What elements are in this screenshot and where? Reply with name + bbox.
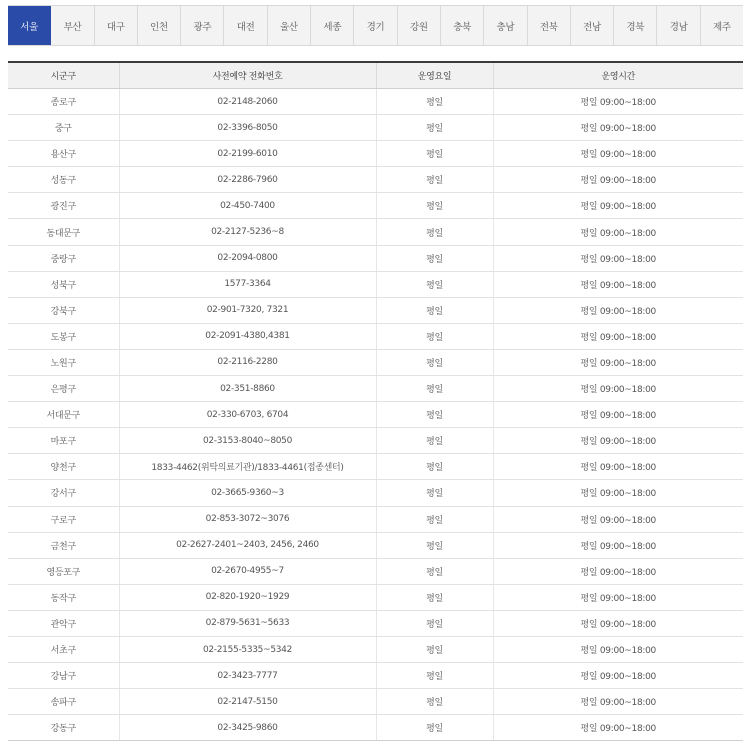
cell-district: 송파구	[8, 689, 119, 715]
cell-days: 평일	[376, 506, 493, 532]
tab-region[interactable]: 충북	[441, 6, 484, 45]
cell-hours: 평일 09:00~18:00	[493, 245, 743, 271]
cell-district: 서대문구	[8, 402, 119, 428]
cell-district: 강동구	[8, 715, 119, 741]
cell-phone: 02-3423-7777	[119, 663, 376, 689]
cell-phone: 02-2147-5150	[119, 689, 376, 715]
cell-hours: 평일 09:00~18:00	[493, 715, 743, 741]
cell-days: 평일	[376, 376, 493, 402]
table-row	[8, 402, 743, 428]
table-row	[8, 610, 743, 636]
cell-hours: 평일 09:00~18:00	[493, 584, 743, 610]
tab-region[interactable]: 충남	[484, 6, 527, 45]
table-row	[8, 193, 743, 219]
cell-district: 광진구	[8, 193, 119, 219]
cell-district: 용산구	[8, 141, 119, 167]
tab-region[interactable]: 대전	[224, 6, 267, 45]
cell-phone: 02-3396-8050	[119, 115, 376, 141]
column-header-hours: 운영시간	[493, 62, 743, 89]
cell-district: 금천구	[8, 532, 119, 558]
cell-days: 평일	[376, 584, 493, 610]
region-tabs	[8, 5, 743, 46]
cell-days: 평일	[376, 636, 493, 662]
cell-district: 성북구	[8, 271, 119, 297]
cell-phone: 02-3425-9860	[119, 715, 376, 741]
cell-phone: 02-3153-8040~8050	[119, 428, 376, 454]
cell-district: 동대문구	[8, 219, 119, 245]
cell-hours: 평일 09:00~18:00	[493, 193, 743, 219]
cell-district: 도봉구	[8, 323, 119, 349]
cell-days: 평일	[376, 532, 493, 558]
cell-days: 평일	[376, 428, 493, 454]
cell-district: 서초구	[8, 636, 119, 662]
cell-days: 평일	[376, 297, 493, 323]
tab-region[interactable]: 울산	[268, 6, 311, 45]
cell-district: 은평구	[8, 376, 119, 402]
tab-region[interactable]: 광주	[181, 6, 224, 45]
tab-region[interactable]: 경기	[354, 6, 397, 45]
cell-phone: 02-2670-4955~7	[119, 558, 376, 584]
cell-hours: 평일 09:00~18:00	[493, 349, 743, 375]
cell-days: 평일	[376, 323, 493, 349]
cell-days: 평일	[376, 689, 493, 715]
tab-region[interactable]: 제주	[713, 21, 731, 33]
tab-region[interactable]: 세종	[311, 6, 354, 45]
table-row	[8, 219, 743, 245]
table-row	[8, 584, 743, 610]
cell-district: 노원구	[8, 349, 119, 375]
column-header-phone: 사전예약 전화번호	[119, 62, 376, 89]
cell-phone: 02-2155-5335~5342	[119, 636, 376, 662]
cell-phone: 02-3665-9360~3	[119, 480, 376, 506]
cell-phone: 02-820-1920~1929	[119, 584, 376, 610]
table-row	[8, 141, 743, 167]
table-row	[8, 636, 743, 662]
cell-days: 평일	[376, 610, 493, 636]
cell-hours: 평일 09:00~18:00	[493, 271, 743, 297]
cell-hours: 평일 09:00~18:00	[493, 323, 743, 349]
cell-district: 중구	[8, 115, 119, 141]
cell-district: 양천구	[8, 454, 119, 480]
table-row	[8, 454, 743, 480]
cell-district: 종로구	[8, 89, 119, 115]
cell-days: 평일	[376, 115, 493, 141]
cell-hours: 평일 09:00~18:00	[493, 454, 743, 480]
cell-hours: 평일 09:00~18:00	[493, 297, 743, 323]
cell-district: 강서구	[8, 480, 119, 506]
tab-region[interactable]: 인천	[138, 6, 181, 45]
cell-phone: 02-2091-4380,4381	[119, 323, 376, 349]
table-row	[8, 506, 743, 532]
table-row	[8, 115, 743, 141]
column-header-district: 시군구	[8, 62, 119, 89]
cell-days: 평일	[376, 663, 493, 689]
cell-days: 평일	[376, 480, 493, 506]
table-row	[8, 376, 743, 402]
cell-hours: 평일 09:00~18:00	[493, 689, 743, 715]
table-header-row	[8, 62, 743, 89]
cell-phone: 02-2199-6010	[119, 141, 376, 167]
cell-days: 평일	[376, 89, 493, 115]
cell-district: 강남구	[8, 663, 119, 689]
table-row	[8, 428, 743, 454]
table-row	[8, 689, 743, 715]
cell-hours: 평일 09:00~18:00	[493, 480, 743, 506]
cell-days: 평일	[376, 245, 493, 271]
cell-hours: 평일 09:00~18:00	[493, 636, 743, 662]
cell-phone: 02-879-5631~5633	[119, 610, 376, 636]
table-row	[8, 89, 743, 115]
cell-phone: 02-2148-2060	[119, 89, 376, 115]
tab-region[interactable]: 서울	[8, 6, 51, 45]
tab-region[interactable]: 대구	[95, 6, 138, 45]
cell-days: 평일	[376, 558, 493, 584]
table-row	[8, 271, 743, 297]
table-row	[8, 558, 743, 584]
cell-hours: 평일 09:00~18:00	[493, 89, 743, 115]
cell-days: 평일	[376, 454, 493, 480]
cell-phone: 02-2116-2280	[119, 349, 376, 375]
table-row	[8, 480, 743, 506]
cell-hours: 평일 09:00~18:00	[493, 167, 743, 193]
table-row	[8, 663, 743, 689]
cell-hours: 평일 09:00~18:00	[493, 428, 743, 454]
tab-region[interactable]: 강원	[398, 6, 441, 45]
cell-hours: 평일 09:00~18:00	[493, 141, 743, 167]
cell-hours: 평일 09:00~18:00	[493, 115, 743, 141]
cell-days: 평일	[376, 715, 493, 741]
cell-days: 평일	[376, 219, 493, 245]
cell-district: 관악구	[8, 610, 119, 636]
cell-phone: 1577-3364	[119, 271, 376, 297]
cell-phone: 02-2627-2401~2403, 2456, 2460	[119, 532, 376, 558]
table-row	[8, 245, 743, 271]
cell-phone: 02-330-6703, 6704	[119, 402, 376, 428]
tab-region[interactable]: 전북	[528, 6, 571, 45]
table-row	[8, 323, 743, 349]
cell-district: 마포구	[8, 428, 119, 454]
table-row	[8, 349, 743, 375]
cell-district: 강북구	[8, 297, 119, 323]
cell-hours: 평일 09:00~18:00	[493, 532, 743, 558]
cell-hours: 평일 09:00~18:00	[493, 376, 743, 402]
table-row	[8, 297, 743, 323]
cell-hours: 평일 09:00~18:00	[493, 610, 743, 636]
tab-region[interactable]: 경북	[614, 6, 657, 45]
cell-days: 평일	[376, 167, 493, 193]
cell-phone: 02-901-7320, 7321	[119, 297, 376, 323]
cell-phone: 02-450-7400	[119, 193, 376, 219]
reservation-table-container	[8, 61, 743, 741]
cell-phone: 02-2094-0800	[119, 245, 376, 271]
cell-district: 구로구	[8, 506, 119, 532]
table-row	[8, 715, 743, 741]
cell-hours: 평일 09:00~18:00	[493, 402, 743, 428]
tab-region[interactable]: 전남	[571, 6, 614, 45]
cell-phone: 02-853-3072~3076	[119, 506, 376, 532]
cell-phone: 02-351-8860	[119, 376, 376, 402]
tab-region[interactable]: 부산	[51, 6, 94, 45]
cell-hours: 평일 09:00~18:00	[493, 663, 743, 689]
cell-hours: 평일 09:00~18:00	[493, 506, 743, 532]
table-row	[8, 532, 743, 558]
cell-days: 평일	[376, 193, 493, 219]
cell-days: 평일	[376, 402, 493, 428]
cell-district: 영등포구	[8, 558, 119, 584]
cell-hours: 평일 09:00~18:00	[493, 558, 743, 584]
cell-phone: 1833-4462(위탁의료기관)/1833-4461(접종센터)	[119, 454, 376, 480]
table-row	[8, 167, 743, 193]
cell-hours: 평일 09:00~18:00	[493, 219, 743, 245]
cell-district: 성동구	[8, 167, 119, 193]
cell-days: 평일	[376, 141, 493, 167]
cell-days: 평일	[376, 271, 493, 297]
cell-phone: 02-2286-7960	[119, 167, 376, 193]
tab-region[interactable]: 경남	[657, 6, 700, 45]
cell-phone: 02-2127-5236~8	[119, 219, 376, 245]
column-header-days: 운영요일	[376, 62, 493, 89]
cell-district: 중랑구	[8, 245, 119, 271]
cell-days: 평일	[376, 349, 493, 375]
reservation-table	[8, 61, 743, 741]
cell-district: 동작구	[8, 584, 119, 610]
